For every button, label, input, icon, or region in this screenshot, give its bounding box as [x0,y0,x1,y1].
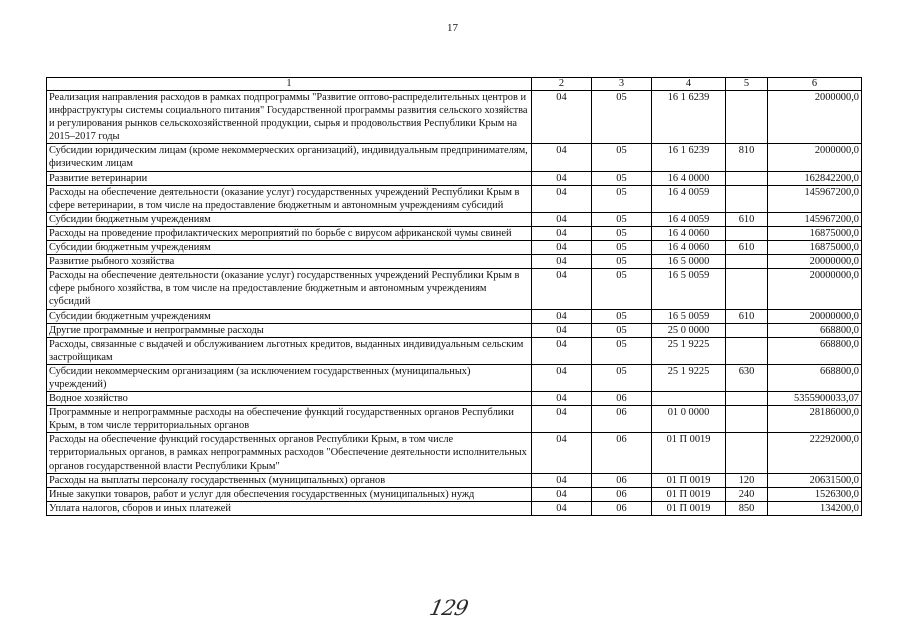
cell-expense-type [726,171,768,185]
cell-section: 04 [532,241,592,255]
cell-target-article: 16 4 0000 [652,171,726,185]
cell-subsection: 05 [592,171,652,185]
cell-target-article: 16 4 0059 [652,185,726,212]
table-row [47,144,862,171]
cell-section: 04 [532,406,592,433]
cell-subsection: 05 [592,255,652,269]
table-row [47,226,862,240]
cell-expense-type [726,392,768,406]
cell-subsection: 05 [592,91,652,144]
cell-target-article: 25 1 9225 [652,364,726,391]
page-number: 17 [447,22,458,34]
cell-amount: 2000000,0 [768,91,862,144]
cell-section: 04 [532,185,592,212]
cell-target-article: 01 П 0019 [652,433,726,473]
cell-expense-type [726,433,768,473]
cell-amount: 20000000,0 [768,269,862,309]
cell-expense-type [726,185,768,212]
cell-amount: 16875000,0 [768,226,862,240]
table-row [47,487,862,501]
table-row [47,337,862,364]
table-row [47,185,862,212]
cell-section: 04 [532,323,592,337]
cell-subsection: 05 [592,212,652,226]
cell-expense-type: 850 [726,501,768,515]
cell-subsection: 05 [592,226,652,240]
cell-amount: 20000000,0 [768,309,862,323]
cell-subsection: 06 [592,392,652,406]
table-row [47,406,862,433]
cell-expense-type [726,269,768,309]
cell-expense-type [726,91,768,144]
cell-amount: 22292000,0 [768,433,862,473]
table-row [47,364,862,391]
cell-subsection: 06 [592,406,652,433]
table-row [47,501,862,515]
cell-name: Субсидии бюджетным учреждениям [47,309,532,323]
table-row [47,269,862,309]
cell-section: 04 [532,433,592,473]
cell-name: Субсидии бюджетным учреждениям [47,212,532,226]
cell-target-article: 16 4 0060 [652,226,726,240]
cell-name: Уплата налогов, сборов и иных платежей [47,501,532,515]
cell-subsection: 05 [592,309,652,323]
cell-section: 04 [532,226,592,240]
cell-subsection: 05 [592,364,652,391]
cell-section: 04 [532,144,592,171]
cell-target-article: 16 5 0059 [652,309,726,323]
table-body [47,91,862,516]
cell-target-article: 16 4 0060 [652,241,726,255]
cell-name: Расходы на обеспечение деятельности (оказание услуг) государственных учреждений Республики Крым в сфере ветеринарии, в том числе на предоставление бюджетным и автономным учреждениям субсидий [47,185,532,212]
cell-name: Программные и непрограммные расходы на обеспечение функций государственных органов Республики Крым, в том числе территориальных органов [47,406,532,433]
cell-amount: 668800,0 [768,323,862,337]
cell-target-article: 01 П 0019 [652,487,726,501]
cell-section: 04 [532,269,592,309]
cell-section: 04 [532,364,592,391]
cell-section: 04 [532,255,592,269]
cell-subsection: 05 [592,241,652,255]
cell-target-article: 16 5 0000 [652,255,726,269]
cell-name: Иные закупки товаров, работ и услуг для обеспечения государственных (муниципальных) нужд [47,487,532,501]
cell-subsection: 05 [592,185,652,212]
cell-expense-type: 610 [726,309,768,323]
column-header-section: 2 [532,78,592,91]
cell-name: Расходы на выплаты персоналу государственных (муниципальных) органов [47,473,532,487]
cell-expense-type: 120 [726,473,768,487]
cell-expense-type [726,255,768,269]
cell-amount: 20000000,0 [768,255,862,269]
column-header-target-article: 4 [652,78,726,91]
cell-expense-type [726,226,768,240]
column-header-amount: 6 [768,78,862,91]
cell-name: Расходы на обеспечение функций государственных органов Республики Крым, в том числе территориальных органов, в рамках непрограммных расходов "Обеспечение деятельности исполнительных органов государственной власти Республики Крым" [47,433,532,473]
cell-amount: 5355900033,07 [768,392,862,406]
cell-subsection: 05 [592,337,652,364]
cell-subsection: 05 [592,144,652,171]
cell-section: 04 [532,501,592,515]
table-row [47,433,862,473]
cell-section: 04 [532,392,592,406]
cell-name: Развитие рыбного хозяйства [47,255,532,269]
cell-target-article: 16 1 6239 [652,91,726,144]
table-row [47,309,862,323]
cell-name: Расходы, связанные с выдачей и обслуживанием льготных кредитов, выданных индивидуальным сельским застройщикам [47,337,532,364]
cell-name: Расходы на обеспечение деятельности (оказание услуг) государственных учреждений Республики Крым в сфере рыбного хозяйства, в том числе на предоставление бюджетным и автономным учреждениям субсидий [47,269,532,309]
cell-name: Субсидии юридическим лицам (кроме некоммерческих организаций), индивидуальным предпринимателям, физическим лицам [47,144,532,171]
cell-amount: 668800,0 [768,364,862,391]
cell-target-article [652,392,726,406]
cell-subsection: 05 [592,269,652,309]
cell-expense-type: 810 [726,144,768,171]
cell-expense-type: 240 [726,487,768,501]
cell-amount: 1526300,0 [768,487,862,501]
cell-amount: 668800,0 [768,337,862,364]
table-row [47,323,862,337]
table-row [47,473,862,487]
cell-subsection: 06 [592,433,652,473]
cell-name: Субсидии некоммерческим организациям (за исключением государственных (муниципальных) учреждений) [47,364,532,391]
cell-amount: 162842200,0 [768,171,862,185]
cell-section: 04 [532,309,592,323]
cell-name: Расходы на проведение профилактических мероприятий по борьбе с вирусом африканской чумы свиней [47,226,532,240]
cell-amount: 145967200,0 [768,185,862,212]
cell-subsection: 06 [592,487,652,501]
cell-name: Реализация направления расходов в рамках подпрограммы "Развитие оптово-распределительных центров и инфраструктуры системы социального питания" Государственной программы развития сельского хозяйства и регулирования рынков сельскохозяйственной продукции, сырья и продовольствия Республики Крым на 2015–2017 годы [47,91,532,144]
cell-target-article: 25 0 0000 [652,323,726,337]
budget-table [46,77,862,516]
column-header-expense-type: 5 [726,78,768,91]
cell-target-article: 16 1 6239 [652,144,726,171]
cell-expense-type [726,337,768,364]
cell-name: Развитие ветеринарии [47,171,532,185]
cell-section: 04 [532,91,592,144]
cell-subsection: 06 [592,501,652,515]
cell-target-article: 01 П 0019 [652,473,726,487]
cell-target-article: 01 П 0019 [652,501,726,515]
cell-section: 04 [532,171,592,185]
cell-name: Водное хозяйство [47,392,532,406]
cell-expense-type: 630 [726,364,768,391]
cell-target-article: 16 4 0059 [652,212,726,226]
cell-expense-type [726,323,768,337]
table-row [47,91,862,144]
cell-amount: 145967200,0 [768,212,862,226]
cell-amount: 2000000,0 [768,144,862,171]
table-row [47,392,862,406]
cell-amount: 28186000,0 [768,406,862,433]
table-row [47,212,862,226]
cell-expense-type [726,406,768,433]
cell-target-article: 25 1 9225 [652,337,726,364]
table-row [47,241,862,255]
cell-name: Субсидии бюджетным учреждениям [47,241,532,255]
cell-amount: 20631500,0 [768,473,862,487]
column-header-subsection: 3 [592,78,652,91]
cell-section: 04 [532,487,592,501]
cell-section: 04 [532,212,592,226]
cell-amount: 16875000,0 [768,241,862,255]
cell-target-article: 16 5 0059 [652,269,726,309]
table-row [47,171,862,185]
cell-subsection: 05 [592,323,652,337]
cell-subsection: 06 [592,473,652,487]
cell-expense-type: 610 [726,212,768,226]
table-row [47,255,862,269]
cell-target-article: 01 0 0000 [652,406,726,433]
cell-expense-type: 610 [726,241,768,255]
cell-amount: 134200,0 [768,501,862,515]
column-header-name: 1 [47,78,532,91]
handwritten-page-number: 129 [427,596,470,620]
cell-name: Другие программные и непрограммные расходы [47,323,532,337]
cell-section: 04 [532,473,592,487]
cell-section: 04 [532,337,592,364]
table-header-row [47,78,862,91]
